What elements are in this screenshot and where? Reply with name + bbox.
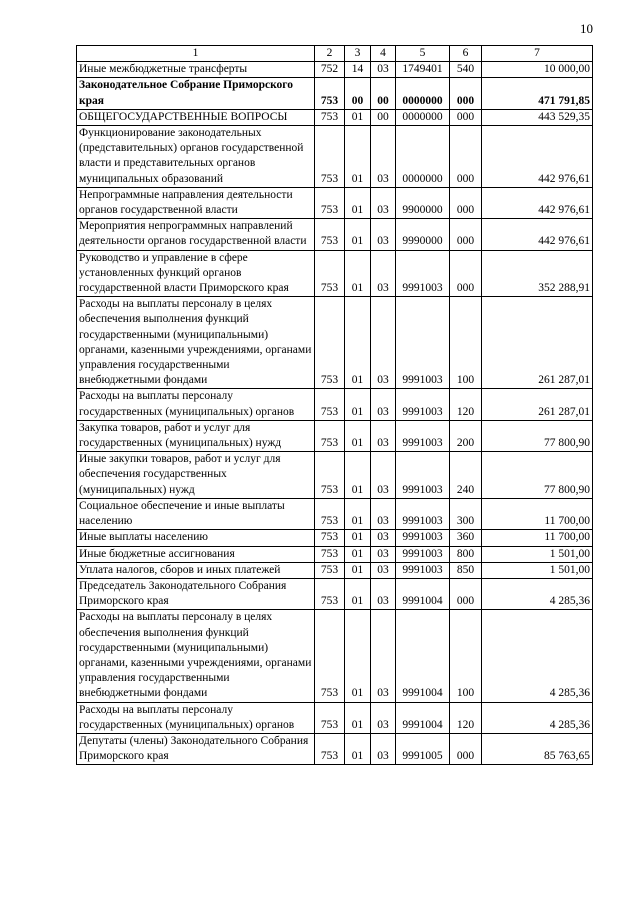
table-row [77, 702, 593, 733]
column-header: 6 [450, 46, 482, 62]
row-target-article-code: 9991005 [396, 733, 450, 764]
row-section-code: 01 [345, 498, 371, 529]
row-name-cell: Уплата налогов, сборов и иных платежей [77, 562, 315, 578]
table-row [77, 219, 593, 250]
row-expense-type-code: 540 [450, 62, 482, 78]
row-ministry-code: 753 [315, 389, 345, 420]
table-row [77, 109, 593, 125]
table-row [77, 546, 593, 562]
row-subsection-code: 03 [371, 530, 396, 546]
table-row [77, 578, 593, 609]
row-ministry-code: 753 [315, 420, 345, 451]
row-expense-type-code: 100 [450, 610, 482, 702]
row-name-cell: Иные закупки товаров, работ и услуг для обеспечения государственных (муниципальных) нужд [77, 452, 315, 499]
row-section-code: 01 [345, 250, 371, 297]
row-expense-type-code: 300 [450, 498, 482, 529]
row-amount: 1 501,00 [482, 546, 593, 562]
row-target-article-code: 1749401 [396, 62, 450, 78]
row-target-article-code: 9990000 [396, 219, 450, 250]
row-subsection-code: 03 [371, 498, 396, 529]
row-section-code: 01 [345, 546, 371, 562]
row-expense-type-code: 000 [450, 219, 482, 250]
row-expense-type-code: 200 [450, 420, 482, 451]
row-subsection-code: 03 [371, 126, 396, 188]
row-expense-type-code: 120 [450, 389, 482, 420]
row-expense-type-code: 000 [450, 109, 482, 125]
row-subsection-code: 03 [371, 389, 396, 420]
row-section-code: 01 [345, 389, 371, 420]
table-row [77, 250, 593, 297]
row-name-cell: Законодательное Собрание Приморского края [77, 78, 315, 109]
row-expense-type-code: 240 [450, 452, 482, 499]
row-subsection-code: 03 [371, 452, 396, 499]
row-section-code: 01 [345, 219, 371, 250]
row-subsection-code: 03 [371, 297, 396, 389]
row-amount: 442 976,61 [482, 126, 593, 188]
row-name-cell: Иные межбюджетные трансферты [77, 62, 315, 78]
row-ministry-code: 753 [315, 733, 345, 764]
row-target-article-code: 9991003 [396, 562, 450, 578]
row-subsection-code: 03 [371, 187, 396, 218]
table-row [77, 389, 593, 420]
budget-table [76, 45, 593, 765]
row-expense-type-code: 000 [450, 126, 482, 188]
row-target-article-code: 9991003 [396, 530, 450, 546]
row-name-cell: Расходы на выплаты персоналу в целях обеспечения выполнения функций государственными (муниципальными) органами, казенными учреждениями, органами управления государственными внебюджетными фондами [77, 297, 315, 389]
row-target-article-code: 0000000 [396, 126, 450, 188]
row-expense-type-code: 000 [450, 578, 482, 609]
row-target-article-code: 9991004 [396, 578, 450, 609]
table-row [77, 733, 593, 764]
row-amount: 443 529,35 [482, 109, 593, 125]
row-amount: 11 700,00 [482, 498, 593, 529]
row-subsection-code: 03 [371, 610, 396, 702]
row-name-cell: Иные выплаты населению [77, 530, 315, 546]
row-subsection-code: 00 [371, 109, 396, 125]
row-name-cell: Председатель Законодательного Собрания Приморского края [77, 578, 315, 609]
row-amount: 4 285,36 [482, 702, 593, 733]
table-row [77, 452, 593, 499]
row-expense-type-code: 850 [450, 562, 482, 578]
column-header: 5 [396, 46, 450, 62]
row-name-cell: Расходы на выплаты персоналу государственных (муниципальных) органов [77, 702, 315, 733]
row-amount: 261 287,01 [482, 297, 593, 389]
row-ministry-code: 753 [315, 702, 345, 733]
row-amount: 442 976,61 [482, 187, 593, 218]
row-target-article-code: 9991003 [396, 250, 450, 297]
row-ministry-code: 753 [315, 452, 345, 499]
row-subsection-code: 03 [371, 733, 396, 764]
row-section-code: 01 [345, 452, 371, 499]
row-section-code: 01 [345, 297, 371, 389]
row-name-cell: Мероприятия непрограммных направлений деятельности органов государственной власти [77, 219, 315, 250]
row-name-cell: Непрограммные направления деятельности органов государственной власти [77, 187, 315, 218]
row-name-cell: Расходы на выплаты персоналу государственных (муниципальных) органов [77, 389, 315, 420]
row-ministry-code: 753 [315, 562, 345, 578]
row-section-code: 01 [345, 187, 371, 218]
row-expense-type-code: 000 [450, 733, 482, 764]
row-section-code: 01 [345, 562, 371, 578]
table-row [77, 297, 593, 389]
row-ministry-code: 753 [315, 530, 345, 546]
column-header: 7 [482, 46, 593, 62]
row-target-article-code: 9991004 [396, 610, 450, 702]
header-row [77, 46, 593, 62]
row-amount: 471 791,85 [482, 78, 593, 109]
row-ministry-code: 753 [315, 219, 345, 250]
row-target-article-code: 0000000 [396, 109, 450, 125]
row-section-code: 01 [345, 420, 371, 451]
row-expense-type-code: 360 [450, 530, 482, 546]
row-subsection-code: 03 [371, 702, 396, 733]
row-ministry-code: 753 [315, 250, 345, 297]
row-subsection-code: 03 [371, 420, 396, 451]
row-ministry-code: 753 [315, 109, 345, 125]
row-section-code: 01 [345, 578, 371, 609]
row-target-article-code: 9991003 [396, 546, 450, 562]
column-header: 1 [77, 46, 315, 62]
row-ministry-code: 753 [315, 78, 345, 109]
row-target-article-code: 9991003 [396, 452, 450, 499]
row-ministry-code: 753 [315, 187, 345, 218]
table-row [77, 610, 593, 702]
row-ministry-code: 753 [315, 297, 345, 389]
row-subsection-code: 03 [371, 578, 396, 609]
row-subsection-code: 03 [371, 546, 396, 562]
row-section-code: 14 [345, 62, 371, 78]
row-ministry-code: 753 [315, 610, 345, 702]
table-row [77, 498, 593, 529]
row-name-cell: Функционирование законодательных (представительных) органов государственной власти и представительных органов муниципальных образований [77, 126, 315, 188]
row-amount: 442 976,61 [482, 219, 593, 250]
row-target-article-code: 9991003 [396, 420, 450, 451]
row-subsection-code: 03 [371, 250, 396, 297]
row-expense-type-code: 000 [450, 78, 482, 109]
row-ministry-code: 753 [315, 126, 345, 188]
row-section-code: 01 [345, 109, 371, 125]
column-header: 3 [345, 46, 371, 62]
row-section-code: 01 [345, 530, 371, 546]
row-ministry-code: 753 [315, 578, 345, 609]
row-amount: 10 000,00 [482, 62, 593, 78]
row-amount: 77 800,90 [482, 420, 593, 451]
row-amount: 85 763,65 [482, 733, 593, 764]
row-section-code: 01 [345, 126, 371, 188]
row-subsection-code: 03 [371, 62, 396, 78]
row-expense-type-code: 120 [450, 702, 482, 733]
table-header [77, 46, 593, 62]
table-row [77, 187, 593, 218]
row-ministry-code: 752 [315, 62, 345, 78]
row-name-cell: Руководство и управление в сфере установленных функций органов государственной власти Приморского края [77, 250, 315, 297]
row-subsection-code: 00 [371, 78, 396, 109]
table-row [77, 126, 593, 188]
row-amount: 11 700,00 [482, 530, 593, 546]
row-amount: 77 800,90 [482, 452, 593, 499]
row-name-cell: Иные бюджетные ассигнования [77, 546, 315, 562]
row-subsection-code: 03 [371, 219, 396, 250]
row-amount: 4 285,36 [482, 610, 593, 702]
row-amount: 261 287,01 [482, 389, 593, 420]
row-expense-type-code: 000 [450, 250, 482, 297]
table-row [77, 62, 593, 78]
table-row [77, 420, 593, 451]
table-row [77, 530, 593, 546]
row-target-article-code: 9991003 [396, 498, 450, 529]
row-expense-type-code: 800 [450, 546, 482, 562]
row-section-code: 01 [345, 733, 371, 764]
table-row [77, 562, 593, 578]
row-section-code: 01 [345, 702, 371, 733]
row-name-cell: Депутаты (члены) Законодательного Собрания Приморского края [77, 733, 315, 764]
row-amount: 4 285,36 [482, 578, 593, 609]
row-ministry-code: 753 [315, 546, 345, 562]
row-section-code: 01 [345, 610, 371, 702]
page-number: 10 [580, 21, 593, 36]
row-ministry-code: 753 [315, 498, 345, 529]
row-name-cell: Закупка товаров, работ и услуг для государственных (муниципальных) нужд [77, 420, 315, 451]
row-target-article-code: 9991004 [396, 702, 450, 733]
row-section-code: 00 [345, 78, 371, 109]
row-target-article-code: 9991003 [396, 389, 450, 420]
row-expense-type-code: 000 [450, 187, 482, 218]
row-name-cell: Расходы на выплаты персоналу в целях обеспечения выполнения функций государственными (муниципальными) органами, казенными учреждениями, органами управления государственными внебюджетными фондами [77, 610, 315, 702]
row-target-article-code: 9900000 [396, 187, 450, 218]
row-amount: 352 288,91 [482, 250, 593, 297]
row-name-cell: Социальное обеспечение и иные выплаты населению [77, 498, 315, 529]
table-body [77, 62, 593, 765]
row-expense-type-code: 100 [450, 297, 482, 389]
row-subsection-code: 03 [371, 562, 396, 578]
table-row [77, 78, 593, 109]
row-name-cell: ОБЩЕГОСУДАРСТВЕННЫЕ ВОПРОСЫ [77, 109, 315, 125]
column-header: 2 [315, 46, 345, 62]
row-target-article-code: 0000000 [396, 78, 450, 109]
row-target-article-code: 9991003 [396, 297, 450, 389]
column-header: 4 [371, 46, 396, 62]
row-amount: 1 501,00 [482, 562, 593, 578]
